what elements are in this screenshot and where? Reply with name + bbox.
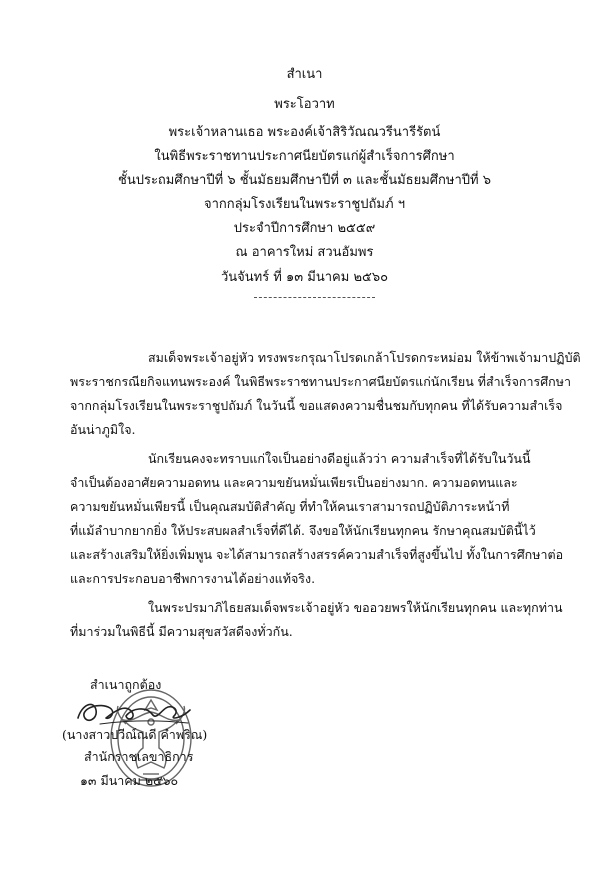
paragraph-1-line-4: อันน่าภูมิใจ.: [70, 422, 136, 437]
speaker-line: พระเจ้าหลานเธอ พระองค์เจ้าสิริวัณณวรีนารีรัตน์: [168, 125, 441, 140]
paragraph-2-line-5: และสร้างเสริมให้ยิ่งเพิ่มพูน จะได้สามารถสร้างสรรค์ความสำเร็จที่สูงขึ้นไป ทั้งในการศึกษาต่อ: [70, 547, 564, 562]
occasion-line: ในพิธีพระราชทานประกาศนียบัตรแก่ผู้สำเร็จการศึกษา: [154, 149, 455, 164]
levels-line: ชั้นประถมศึกษาปีที่ ๖ ชั้นมัธยมศึกษาปีที่ ๓ และชั้นมัธยมศึกษาปีที่ ๖: [118, 173, 491, 188]
paragraph-1-line-2: พระราชกรณียกิจแทนพระองค์ ในพิธีพระราชทานประกาศนียบัตรแก่นักเรียน ที่สำเร็จการศึกษา: [70, 374, 571, 389]
schools-line: จากกลุ่มโรงเรียนในพระราชูปถัมภ์ ฯ: [203, 197, 405, 212]
paragraph-2-line-3: ความขยันหมั่นเพียรนี้ เป็นคุณสมบัติสำคัญ ที่ทำให้คนเราสามารถปฏิบัติภาระหน้าที่: [70, 499, 510, 514]
document-title: พระโอวาท: [274, 97, 335, 112]
paragraph-2-line-2: จำเป็นต้องอาศัยความอดทน และความขยันหมั่นเพียรเป็นอย่างมาก. ความอดทนและ: [70, 475, 518, 490]
paragraph-2-line-6: และการประกอบอาชีพการงานได้อย่างแท้จริง.: [70, 571, 316, 586]
paragraph-2-line-4: ที่แม้ลำบากยากยิ่ง ให้ประสบผลสำเร็จที่ดีได้. จึงขอให้นักเรียนทุกคน รักษาคุณสมบัตินี้ไว้: [70, 523, 536, 538]
paragraph-1-line-3: จากกลุ่มโรงเรียนในพระราชูปถัมภ์ ในวันนี้ ขอแสดงความชื่นชมกับทุกคน ที่ได้รับความสำเร็จ: [70, 398, 563, 413]
date-line: วันจันทร์ ที่ ๑๓ มีนาคม ๒๕๖๐: [220, 270, 389, 285]
venue-line: ณ อาคารใหม่ สวนอัมพร: [235, 245, 374, 260]
paragraph-2-line-1: นักเรียนคงจะทราบแก่ใจเป็นอย่างดีอยู่แล้วว่า ความสำเร็จที่ได้รับในวันนี้: [148, 451, 531, 466]
certifier-name: (นางสาวปวีณ์ณดี คำพริณ): [62, 727, 208, 742]
academic-year-line: ประจำปีการศึกษา ๒๕๕๙: [233, 221, 376, 236]
paragraph-3-line-1: ในพระปรมาภิไธยสมเด็จพระเจ้าอยู่หัว ขออวยพรให้นักเรียนทุกคน และทุกท่าน: [148, 600, 563, 615]
certification-date: ๑๓ มีนาคม ๒๕๖๐: [80, 773, 179, 788]
certifier-office: สำนักราชเลขาธิการ: [84, 749, 194, 764]
certified-copy-label: สำเนาถูกต้อง: [90, 677, 162, 692]
handwritten-signature: [70, 690, 200, 730]
paragraph-3-line-2: ที่มาร่วมในพิธีนี้ มีความสุขสวัสดีจงทั่วกัน.: [70, 624, 293, 639]
copy-label: สำเนา: [286, 67, 323, 82]
paragraph-1-line-1: สมเด็จพระเจ้าอยู่หัว ทรงพระกรุณาโปรดเกล้าโปรดกระหม่อม ให้ข้าพเจ้ามาปฏิบัติ: [148, 350, 581, 365]
